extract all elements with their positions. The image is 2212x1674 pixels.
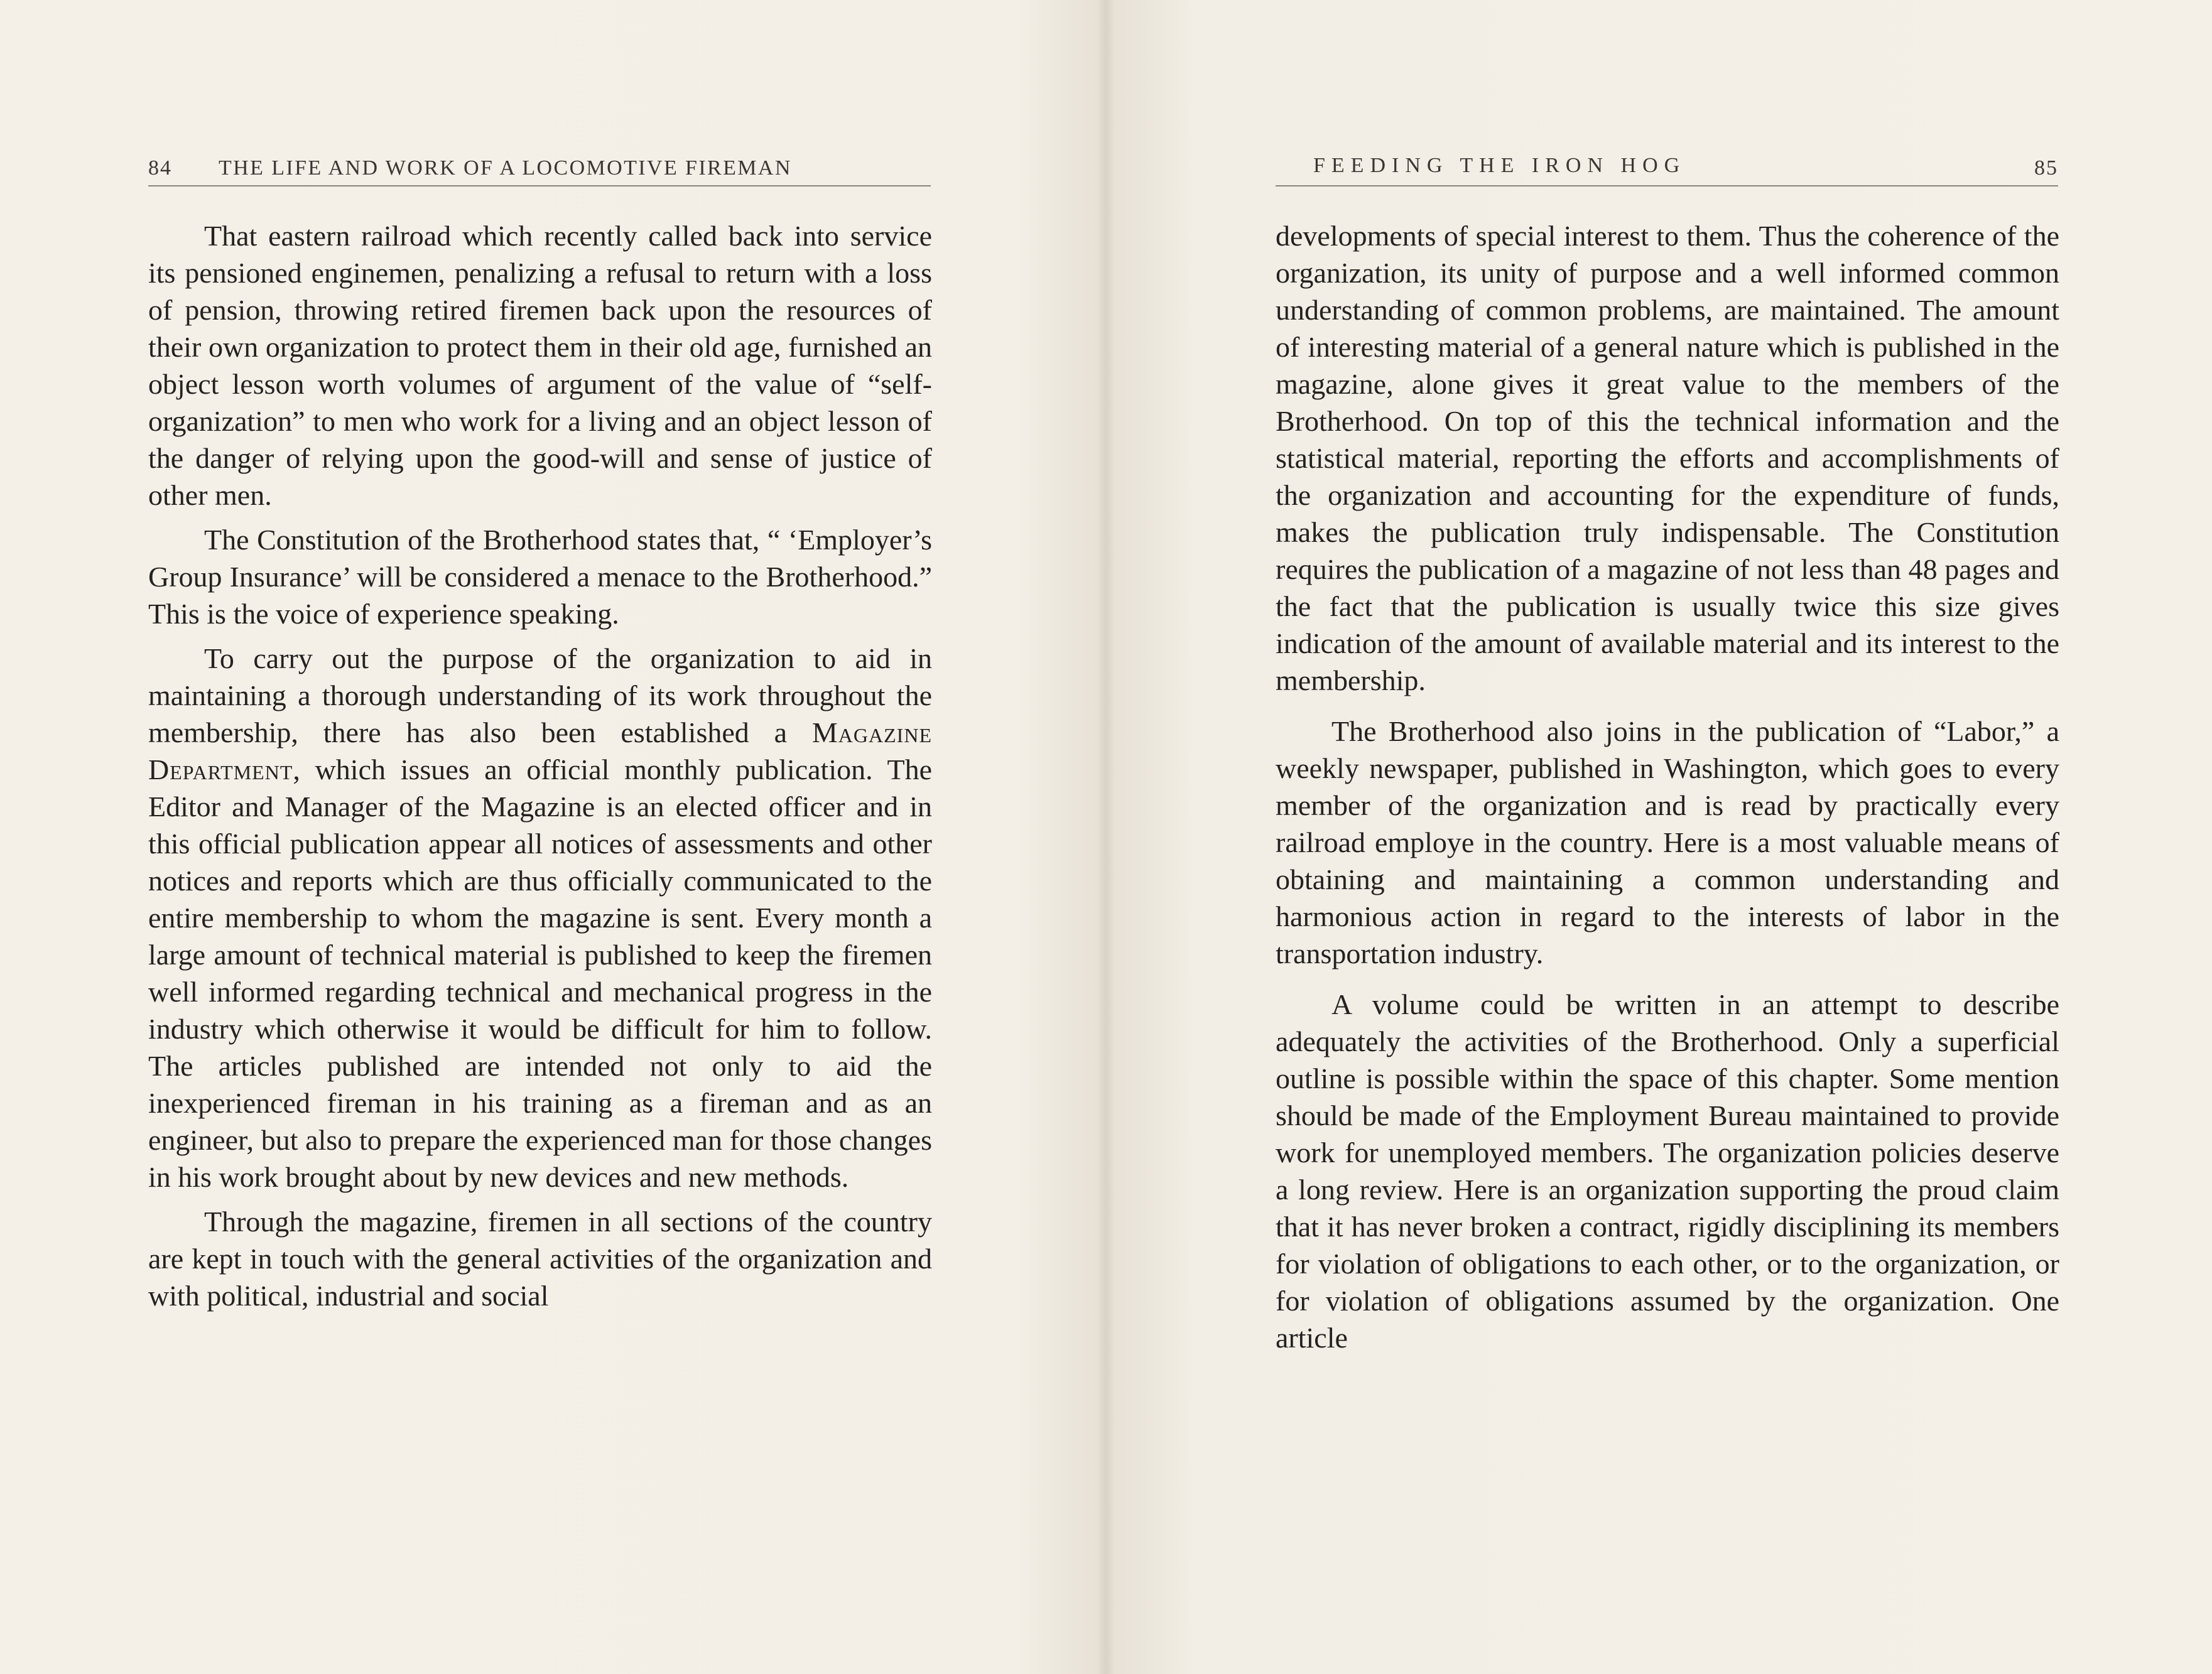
left-page-number: 84 xyxy=(148,156,172,180)
right-paragraph-1: developments of special interest to them. Thus the coherence of the organization, its unity of purpose and a well informed common understanding of common problems, are maintained. The amount of interesting material of a general nature which is published in the magazine, alone gives it great value to the members of the Brotherhood. On top of this the technical information and the statistical material, reporting the efforts and accomplishments of the organization and accounting for the expenditure of funds, makes the publication truly indispensable. The Constitution requires the publication of a magazine of not less than 48 pages and the fact that the publication is usually twice this size gives indication of the amount of available material and its interest to the membership. xyxy=(1276,220,2059,696)
left-paragraph-4: Through the magazine, firemen in all sections of the country are kept in touch with the general activities of the organization and with political, industrial and social xyxy=(148,1206,932,1312)
left-paragraph-3 xyxy=(148,640,932,1196)
right-running-title: FEEDING THE IRON HOG xyxy=(1313,154,1686,177)
right-page xyxy=(1106,0,2212,1674)
left-paragraph-1: That eastern railroad which recently called back into service its pensioned enginemen, penalizing a refusal to return with a loss of pension, throwing retired firemen back upon the resources of their own organization to protect them in their old age, furnished an object lesson worth volumes of argument of the value of “self-organization” to men who work for a living and an object lesson of the danger of relying upon the good-will and sense of justice of other men. xyxy=(148,220,932,511)
right-paragraph-3: A volume could be written in an attempt to describe adequately the activities of the Brotherhood. Only a superficial outline is possible within the space of this chapter. Some mention should be made of the Employment Bureau maintained to provide work for unemployed members. The organization policies deserve a long review. Here is an organization supporting the proud claim that it has never broken a contract, rigidly disciplining its members for violation of obligations to each other, or to the organization, or for violation of obligations assumed by the organization. One article xyxy=(1276,988,2059,1354)
right-paragraph-2: The Brotherhood also joins in the publication of “Labor,” a weekly newspaper, published in Washington, which goes to every member of the organization and is read by practically every railroad employe in the country. Here is a most valuable means of obtaining and maintaining a common understanding and harmonious action in regard to the interests of labor in the transportation industry. xyxy=(1276,715,2059,969)
right-running-head xyxy=(1276,153,2058,186)
right-page-number: 85 xyxy=(2034,156,2058,180)
left-paragraph-2: The Constitution of the Brotherhood states that, “ ‘Employer’s Group Insurance’ will be considered a menace to the Brotherhood.” This is the voice of experience speaking. xyxy=(148,524,932,630)
left-running-head xyxy=(148,153,931,186)
left-body-text xyxy=(148,217,932,1322)
left-running-title: THE LIFE AND WORK OF A LOCOMOTIVE FIREMAN xyxy=(219,156,792,180)
right-body-text xyxy=(1276,217,2059,1364)
magazine-department-term: Magazine Department xyxy=(148,716,932,786)
left-paragraph-3-start: To carry out the purpose of the organization to aid in maintaining a thorough understanding of its work throughout the membership, there has also been established a xyxy=(148,642,932,748)
left-paragraph-3-end: , which issues an official monthly publication. The Editor and Manager of the Magazine is an elected officer and in this official publication appear all notices of assessments and other notices and reports which are thus officially communicated to the entire membership to whom the magazine is sent. Every month a large amount of technical material is published to keep the firemen well informed regarding technical and mechanical progress in the industry which otherwise it would be difficult for him to follow. The articles published are intended not only to aid the inexperienced fireman in his training as a fireman and as an engineer, but also to prepare the experienced man for those changes in his work brought about by new devices and new methods. xyxy=(148,753,932,1193)
